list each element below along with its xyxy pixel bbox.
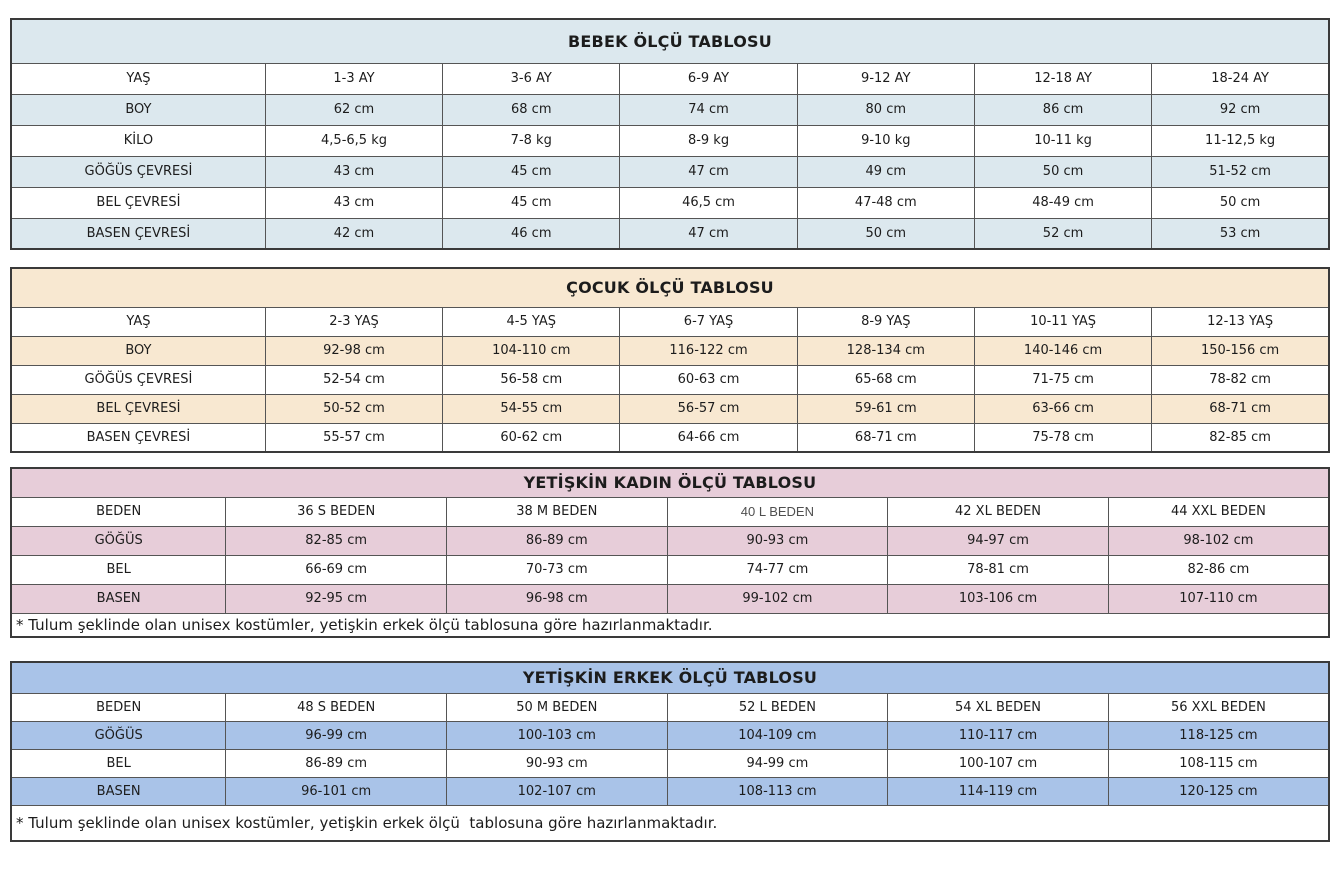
row-label-cell: BEDEN: [11, 497, 226, 526]
data-cell: 12-13 YAŞ: [1152, 307, 1329, 336]
row-label-cell: GÖĞÜS: [11, 722, 226, 750]
row-label-cell: YAŞ: [11, 63, 265, 94]
data-cell: 60-63 cm: [620, 365, 797, 394]
data-cell: 46,5 cm: [620, 187, 797, 218]
data-cell: 150-156 cm: [1152, 336, 1329, 365]
table-row: [11, 94, 1329, 125]
table-row: [11, 584, 1329, 613]
data-cell: 62 cm: [265, 94, 442, 125]
table-row: [11, 307, 1329, 336]
data-cell: 44 XXL BEDEN: [1108, 497, 1329, 526]
data-cell: 108-113 cm: [667, 778, 888, 806]
data-cell: 99-102 cm: [667, 584, 888, 613]
data-cell: 47 cm: [620, 156, 797, 187]
table-row: [11, 778, 1329, 806]
data-cell: 42 XL BEDEN: [888, 497, 1109, 526]
data-cell: 47-48 cm: [797, 187, 974, 218]
data-cell: 43 cm: [265, 187, 442, 218]
table-row: [11, 555, 1329, 584]
data-cell: 64-66 cm: [620, 423, 797, 452]
row-label-cell: GÖĞÜS ÇEVRESİ: [11, 156, 265, 187]
data-cell: 38 M BEDEN: [446, 497, 667, 526]
data-cell: 9-12 AY: [797, 63, 974, 94]
data-cell: 68-71 cm: [797, 423, 974, 452]
data-cell: 7-8 kg: [443, 125, 620, 156]
size-table-cocuk: [10, 267, 1330, 453]
row-label-cell: BEL: [11, 750, 226, 778]
data-cell: 60-62 cm: [443, 423, 620, 452]
data-cell: 4-5 YAŞ: [443, 307, 620, 336]
row-label-cell: BEL ÇEVRESİ: [11, 394, 265, 423]
data-cell: 66-69 cm: [226, 555, 447, 584]
data-cell: 86-89 cm: [226, 750, 447, 778]
data-cell: 18-24 AY: [1152, 63, 1329, 94]
data-cell: 94-97 cm: [888, 526, 1109, 555]
data-cell: 102-107 cm: [446, 778, 667, 806]
data-cell: 90-93 cm: [446, 750, 667, 778]
row-label-cell: BEL: [11, 555, 226, 584]
data-cell: 128-134 cm: [797, 336, 974, 365]
data-cell: 107-110 cm: [1108, 584, 1329, 613]
size-table-bebek: [10, 18, 1330, 250]
row-label-cell: GÖĞÜS: [11, 526, 226, 555]
data-cell: 92 cm: [1152, 94, 1329, 125]
data-cell: 68 cm: [443, 94, 620, 125]
table-title-row: [11, 662, 1329, 694]
data-cell: 56-57 cm: [620, 394, 797, 423]
data-cell: 4,5-6,5 kg: [265, 125, 442, 156]
table-footnote-row: [11, 806, 1329, 841]
data-cell: 8-9 kg: [620, 125, 797, 156]
data-cell: 54 XL BEDEN: [888, 694, 1109, 722]
row-label-cell: KİLO: [11, 125, 265, 156]
data-cell: 50-52 cm: [265, 394, 442, 423]
data-cell: 53 cm: [1152, 218, 1329, 249]
data-cell: 50 cm: [974, 156, 1151, 187]
table-row: [11, 125, 1329, 156]
data-cell: 49 cm: [797, 156, 974, 187]
data-cell: 10-11 YAŞ: [974, 307, 1151, 336]
data-cell: 92-95 cm: [226, 584, 447, 613]
data-cell: 80 cm: [797, 94, 974, 125]
table-footnote: * Tulum şeklinde olan unisex kostümler, yetişkin erkek ölçü tablosuna göre hazırlanmaktadır.: [11, 806, 1329, 841]
row-label-cell: YAŞ: [11, 307, 265, 336]
data-cell: 9-10 kg: [797, 125, 974, 156]
data-cell: 36 S BEDEN: [226, 497, 447, 526]
data-cell: 12-18 AY: [974, 63, 1151, 94]
data-cell: 96-101 cm: [226, 778, 447, 806]
data-cell: 8-9 YAŞ: [797, 307, 974, 336]
data-cell: 47 cm: [620, 218, 797, 249]
data-cell: 45 cm: [443, 187, 620, 218]
data-cell: 3-6 AY: [443, 63, 620, 94]
data-cell: 90-93 cm: [667, 526, 888, 555]
data-cell: 75-78 cm: [974, 423, 1151, 452]
data-cell: 6-7 YAŞ: [620, 307, 797, 336]
data-cell: 48 S BEDEN: [226, 694, 447, 722]
data-cell: 52 cm: [974, 218, 1151, 249]
data-cell: 48-49 cm: [974, 187, 1151, 218]
table-row: [11, 722, 1329, 750]
table-row: [11, 526, 1329, 555]
table-row: [11, 394, 1329, 423]
row-label-cell: BEL ÇEVRESİ: [11, 187, 265, 218]
table-row: [11, 63, 1329, 94]
table-row: [11, 497, 1329, 526]
table-row: [11, 156, 1329, 187]
row-label-cell: BASEN ÇEVRESİ: [11, 423, 265, 452]
data-cell: 50 cm: [1152, 187, 1329, 218]
data-cell: 116-122 cm: [620, 336, 797, 365]
data-cell: 82-85 cm: [1152, 423, 1329, 452]
table-footnote-row: [11, 613, 1329, 637]
data-cell: 63-66 cm: [974, 394, 1151, 423]
data-cell: 56 XXL BEDEN: [1108, 694, 1329, 722]
data-cell: 55-57 cm: [265, 423, 442, 452]
data-cell: 6-9 AY: [620, 63, 797, 94]
data-cell: 100-103 cm: [446, 722, 667, 750]
size-table-yetiskin-erkek: [10, 661, 1330, 842]
data-cell: 52 L BEDEN: [667, 694, 888, 722]
table-title: ÇOCUK ÖLÇÜ TABLOSU: [11, 268, 1329, 307]
table-bebek: [10, 18, 1330, 250]
data-cell: 108-115 cm: [1108, 750, 1329, 778]
data-cell: 104-109 cm: [667, 722, 888, 750]
data-cell: 92-98 cm: [265, 336, 442, 365]
table-row: [11, 336, 1329, 365]
data-cell: 74 cm: [620, 94, 797, 125]
data-cell: 43 cm: [265, 156, 442, 187]
table-title-row: [11, 468, 1329, 497]
data-cell: 98-102 cm: [1108, 526, 1329, 555]
data-cell: 140-146 cm: [974, 336, 1151, 365]
row-label-cell: BASEN: [11, 584, 226, 613]
data-cell: 10-11 kg: [974, 125, 1151, 156]
table-footnote: * Tulum şeklinde olan unisex kostümler, yetişkin erkek ölçü tablosuna göre hazırlanmaktadır.: [11, 613, 1329, 637]
data-cell: 50 M BEDEN: [446, 694, 667, 722]
data-cell: 103-106 cm: [888, 584, 1109, 613]
table-row: [11, 423, 1329, 452]
data-cell: 114-119 cm: [888, 778, 1109, 806]
table-row: [11, 750, 1329, 778]
row-label-cell: BOY: [11, 336, 265, 365]
data-cell: 2-3 YAŞ: [265, 307, 442, 336]
data-cell: 65-68 cm: [797, 365, 974, 394]
data-cell: 74-77 cm: [667, 555, 888, 584]
data-cell: 94-99 cm: [667, 750, 888, 778]
table-title-row: [11, 19, 1329, 63]
row-label-cell: BASEN ÇEVRESİ: [11, 218, 265, 249]
table-title: BEBEK ÖLÇÜ TABLOSU: [11, 19, 1329, 63]
data-cell: 71-75 cm: [974, 365, 1151, 394]
data-cell: 1-3 AY: [265, 63, 442, 94]
table-row: [11, 218, 1329, 249]
row-label-cell: BOY: [11, 94, 265, 125]
table-title-row: [11, 268, 1329, 307]
data-cell: 82-85 cm: [226, 526, 447, 555]
row-label-cell: GÖĞÜS ÇEVRESİ: [11, 365, 265, 394]
data-cell: 110-117 cm: [888, 722, 1109, 750]
table-row: [11, 694, 1329, 722]
data-cell: 56-58 cm: [443, 365, 620, 394]
data-cell: 78-81 cm: [888, 555, 1109, 584]
table-yetiskin-erkek: [10, 661, 1330, 842]
table-yetiskin-kadin: [10, 467, 1330, 638]
data-cell: 45 cm: [443, 156, 620, 187]
table-title: YETİŞKİN KADIN ÖLÇÜ TABLOSU: [11, 468, 1329, 497]
data-cell: 52-54 cm: [265, 365, 442, 394]
data-cell: 51-52 cm: [1152, 156, 1329, 187]
table-title: YETİŞKİN ERKEK ÖLÇÜ TABLOSU: [11, 662, 1329, 694]
data-cell: 96-99 cm: [226, 722, 447, 750]
data-cell: 50 cm: [797, 218, 974, 249]
row-label-cell: BASEN: [11, 778, 226, 806]
table-row: [11, 365, 1329, 394]
data-cell: 68-71 cm: [1152, 394, 1329, 423]
data-cell: 86-89 cm: [446, 526, 667, 555]
data-cell: 86 cm: [974, 94, 1151, 125]
data-cell: 96-98 cm: [446, 584, 667, 613]
data-cell: 42 cm: [265, 218, 442, 249]
data-cell: 100-107 cm: [888, 750, 1109, 778]
data-cell: 118-125 cm: [1108, 722, 1329, 750]
data-cell: 40 L BEDEN: [667, 497, 888, 526]
table-cocuk: [10, 267, 1330, 453]
data-cell: 120-125 cm: [1108, 778, 1329, 806]
data-cell: 82-86 cm: [1108, 555, 1329, 584]
size-table-yetiskin-kadin: [10, 467, 1330, 638]
data-cell: 46 cm: [443, 218, 620, 249]
data-cell: 54-55 cm: [443, 394, 620, 423]
data-cell: 104-110 cm: [443, 336, 620, 365]
table-row: [11, 187, 1329, 218]
data-cell: 70-73 cm: [446, 555, 667, 584]
data-cell: 59-61 cm: [797, 394, 974, 423]
data-cell: 11-12,5 kg: [1152, 125, 1329, 156]
row-label-cell: BEDEN: [11, 694, 226, 722]
data-cell: 78-82 cm: [1152, 365, 1329, 394]
